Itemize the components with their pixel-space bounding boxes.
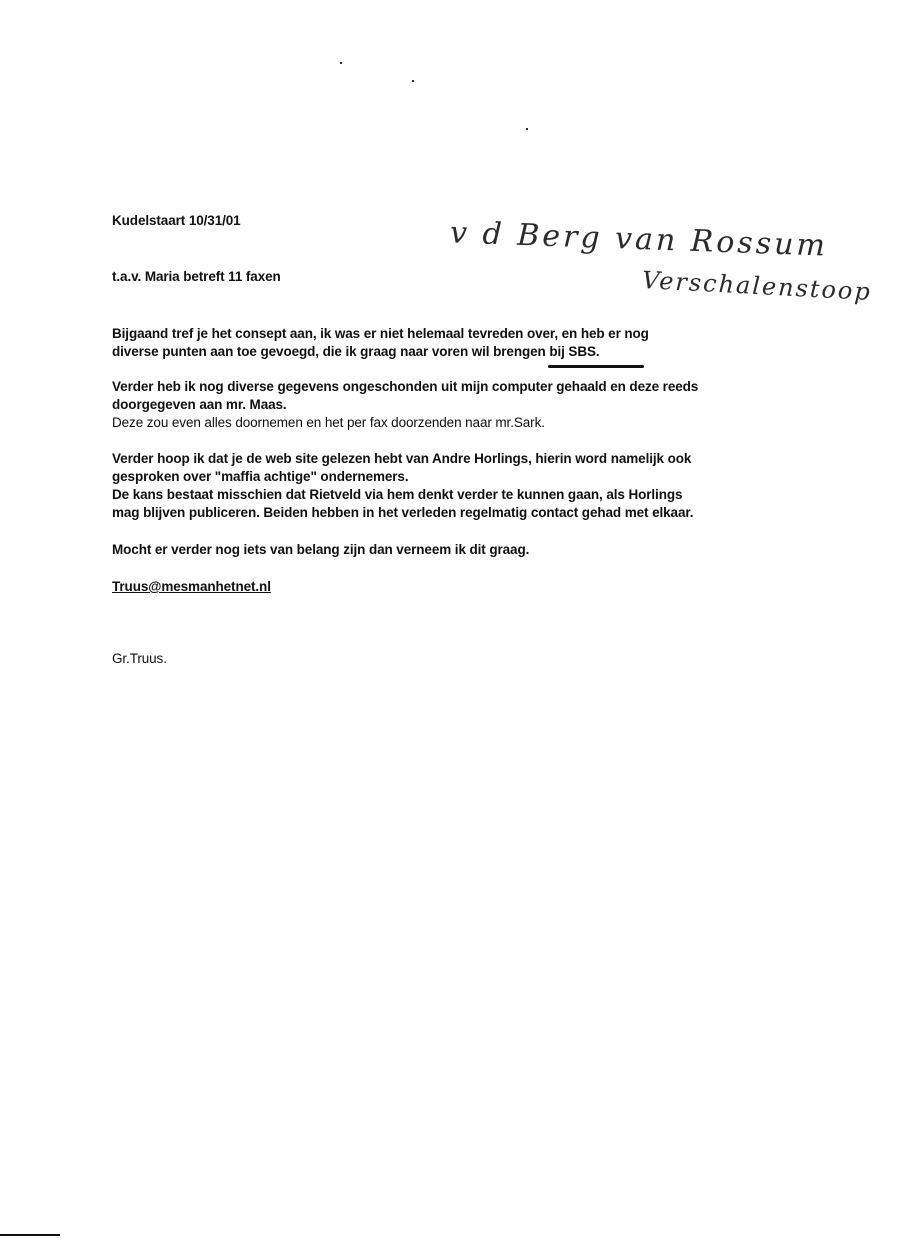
paragraph3-line2: gesproken over "maffia achtige" ondernemers. bbox=[112, 469, 409, 484]
scan-speck bbox=[412, 80, 414, 82]
paragraph2-line1: Verder heb ik nog diverse gegevens ongeschonden uit mijn computer gehaald en deze reeds bbox=[112, 379, 699, 394]
signature: Gr.Truus. bbox=[112, 651, 167, 666]
date-line: Kudelstaart 10/31/01 bbox=[112, 213, 241, 228]
paragraph1-line2: diverse punten aan toe gevoegd, die ik graag naar voren wil brengen bij SBS. bbox=[112, 344, 600, 359]
paragraph2-line3: Deze zou even alles doornemen en het per fax doorzenden naar mr.Sark. bbox=[112, 415, 545, 430]
paragraph1-line1: Bijgaand tref je het consept aan, ik was er niet helemaal tevreden over, en heb er nog bbox=[112, 326, 649, 341]
scan-speck bbox=[526, 128, 528, 130]
scan-speck bbox=[340, 62, 342, 64]
scan-edge-line bbox=[0, 1234, 60, 1236]
paragraph3-line3: De kans bestaat misschien dat Rietveld via hem denkt verder te kunnen gaan, als Horlings bbox=[112, 487, 683, 502]
redaction-mark bbox=[548, 365, 644, 368]
handwritten-name: v d Berg van Rossum bbox=[449, 215, 829, 264]
paragraph2-line2: doorgegeven aan mr. Maas. bbox=[112, 397, 287, 412]
subject-line: t.a.v. Maria betreft 11 faxen bbox=[112, 269, 281, 284]
paragraph3-line1: Verder hoop ik dat je de web site gelezen hebt van Andre Horlings, hierin word namelijk ook bbox=[112, 451, 692, 466]
paragraph3-line4: mag blijven publiceren. Beiden hebben in het verleden regelmatig contact gehad met elkaar. bbox=[112, 505, 694, 520]
paragraph4: Mocht er verder nog iets van belang zijn dan verneem ik dit graag. bbox=[112, 542, 530, 557]
email-link[interactable]: Truus@mesmanhetnet.nl bbox=[112, 579, 271, 594]
handwritten-note-line2: Verschalenstoop bbox=[641, 266, 873, 306]
